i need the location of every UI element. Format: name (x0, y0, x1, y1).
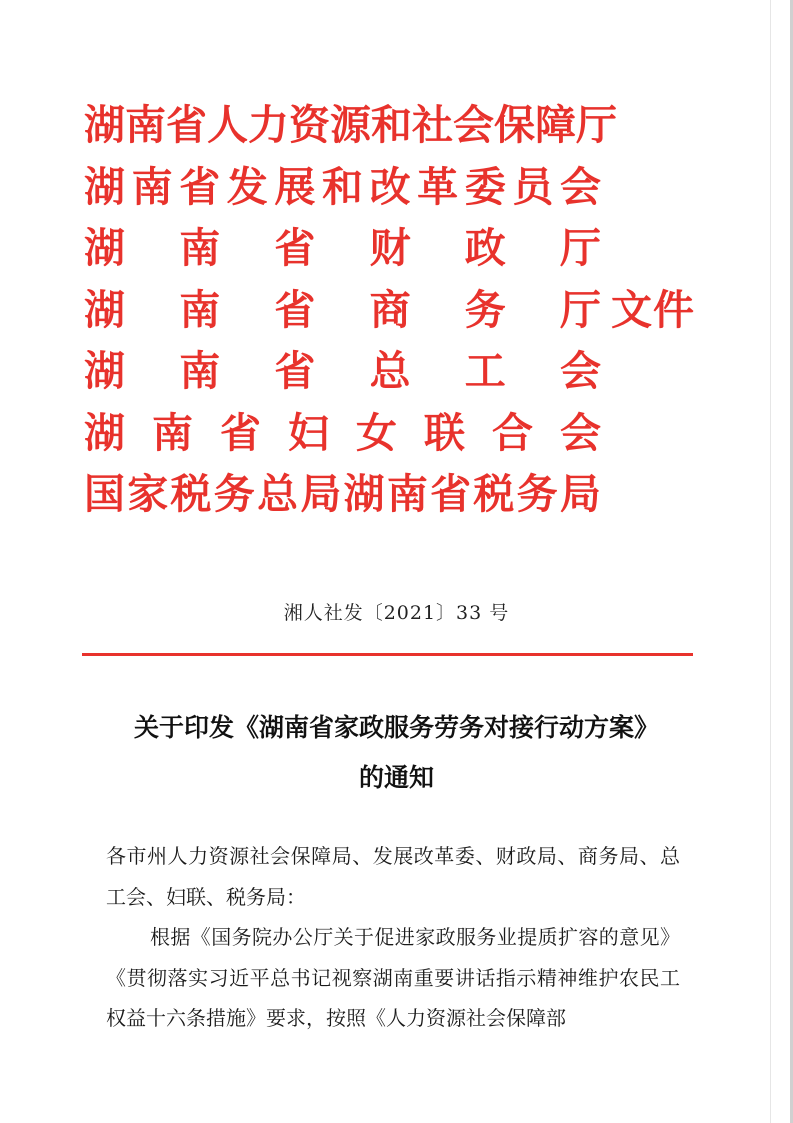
body-paragraph: 根据《国务院办公厅关于促进家政服务业提质扩容的意见》《贯彻落实习近平总书记视察湖南重要讲话指示精神维护农民工权益十六条措施》要求，按照《人力资源社会保障部 (106, 925, 680, 1030)
issuer-char: 南 (131, 162, 173, 211)
issuer-header (84, 96, 724, 527)
issuer-name (84, 162, 601, 212)
issuer-char: 会 (559, 162, 601, 211)
issuer-char: 南 (179, 347, 221, 395)
document-suffix: 文件 (611, 285, 695, 334)
issuer-char: 联 (424, 408, 465, 457)
document-body (106, 836, 680, 1039)
issuer-char: 南 (179, 224, 221, 272)
issuer-char: 局 (300, 470, 342, 518)
issuer-char: 和 (321, 162, 363, 211)
issuer-name (84, 408, 601, 458)
title-line-2: 的通知 (358, 763, 434, 792)
issuer-char: 合 (492, 408, 533, 457)
issuer-char: 厅 (559, 285, 601, 334)
issuer-char: 省 (166, 101, 207, 149)
issuer-char: 和 (371, 101, 412, 149)
issuer-char: 会 (559, 347, 601, 395)
red-separator-rule (82, 653, 693, 656)
issuer-line-commerce (84, 281, 724, 343)
issuer-char: 湖 (84, 408, 125, 457)
document-title (60, 703, 733, 803)
document-number: 湘人社发〔2021〕33 号 (283, 602, 510, 624)
issuer-char: 湖 (84, 162, 125, 211)
issuer-char: 发 (226, 162, 268, 211)
issuer-char: 省 (430, 470, 472, 518)
issuer-char: 税 (170, 470, 212, 518)
issuer-char: 厅 (576, 101, 617, 149)
title-line-1: 关于印发《湖南省家政服务劳务对接行动方案》 (133, 713, 659, 742)
issuer-char: 改 (369, 162, 411, 211)
issuer-char: 局 (559, 470, 601, 518)
issuer-char: 税 (473, 470, 515, 518)
issuer-char: 湖 (84, 347, 125, 395)
issuer-line-ndrc (84, 158, 724, 220)
issuer-char: 政 (464, 224, 506, 272)
issuer-char: 财 (369, 224, 411, 272)
issuer-char: 湖 (343, 470, 385, 518)
issuer-char: 工 (464, 347, 506, 395)
issuer-char: 会 (453, 101, 494, 149)
issuer-char: 国 (84, 470, 125, 518)
issuer-char: 力 (248, 101, 289, 149)
issuer-char: 社 (412, 101, 453, 149)
issuer-char: 省 (179, 162, 221, 211)
scan-edge (770, 0, 771, 1123)
issuer-char: 商 (369, 285, 411, 334)
issuer-char: 省 (274, 224, 316, 272)
issuer-name (84, 100, 617, 150)
issuer-name (84, 346, 601, 396)
issuer-char: 省 (274, 285, 316, 334)
salutation: 各市州人力资源社会保障局、发展改革委、财政局、商务局、总工会、妇联、税务局： (106, 844, 680, 909)
issuer-name (84, 223, 601, 273)
issuer-char: 家 (127, 470, 169, 518)
issuer-char: 南 (152, 408, 193, 457)
issuer-char: 资 (289, 101, 330, 149)
issuer-char: 湖 (84, 101, 125, 149)
issuer-name (84, 469, 601, 519)
issuer-char: 南 (125, 101, 166, 149)
issuer-char: 务 (464, 285, 506, 334)
issuer-char: 湖 (84, 285, 125, 334)
issuer-char: 革 (417, 162, 459, 211)
issuer-char: 会 (560, 408, 601, 457)
issuer-char: 务 (213, 470, 255, 518)
issuer-char: 南 (179, 285, 221, 334)
issuer-char: 障 (535, 101, 576, 149)
issuer-line-tax (84, 465, 724, 527)
issuer-char: 总 (257, 470, 299, 518)
issuer-char: 妇 (288, 408, 329, 457)
issuer-char: 委 (464, 162, 506, 211)
issuer-char: 总 (369, 347, 411, 395)
issuer-char: 厅 (559, 224, 601, 272)
issuer-char: 务 (516, 470, 558, 518)
issuer-char: 省 (274, 347, 316, 395)
issuer-char: 湖 (84, 224, 125, 272)
issuer-line-union (84, 342, 724, 404)
issuer-char: 员 (512, 162, 554, 211)
issuer-char: 南 (386, 470, 428, 518)
issuer-char: 保 (494, 101, 535, 149)
issuer-line-finance (84, 219, 724, 281)
issuer-char: 人 (207, 101, 248, 149)
issuer-char: 源 (330, 101, 371, 149)
issuer-name (84, 285, 601, 335)
issuer-line-hrss (84, 96, 724, 158)
issuer-char: 省 (220, 408, 261, 457)
issuer-char: 展 (274, 162, 316, 211)
issuer-char: 女 (356, 408, 397, 457)
issuer-line-women (84, 404, 724, 466)
